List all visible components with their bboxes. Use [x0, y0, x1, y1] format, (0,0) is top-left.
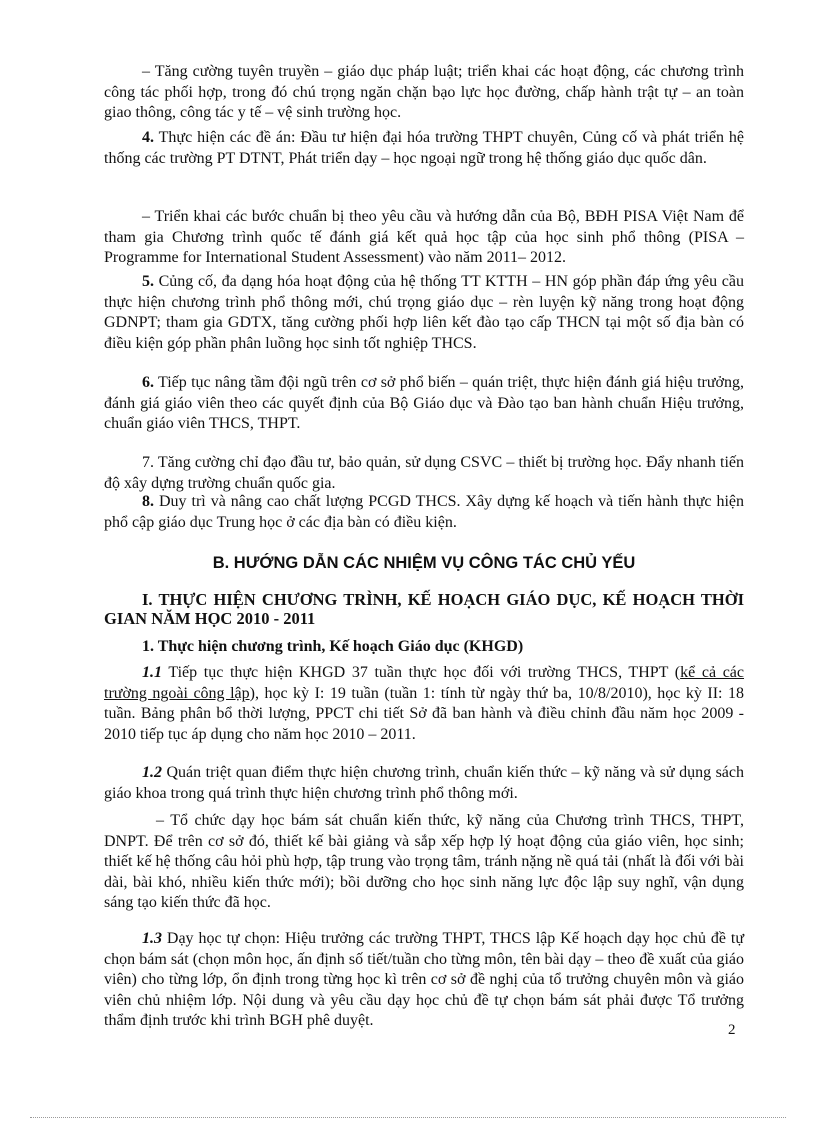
paragraph-item-1-2: 1.2 Quán triệt quan điểm thực hiện chương trình, chuẩn kiến thức – kỹ năng và sử dụng sách giáo khoa trong quá trình thực hiện chương trình phổ thông mới.: [104, 764, 744, 802]
subsection-1-heading: 1. Thực hiện chương trình, Kế hoạch Giáo dục (KHGD): [142, 638, 524, 655]
footer-divider: [30, 1117, 786, 1118]
section-i-heading: I. THỰC HIỆN CHƯƠNG TRÌNH, KẾ HOẠCH GIÁO DỤC, KẾ HOẠCH THỜI GIAN NĂM HỌC 2010 - 2011: [104, 590, 744, 628]
paragraph-item-4: 4. Thực hiện các đề án: Đầu tư hiện đại hóa trường THPT chuyên, Củng cố và phát triển hệ thống các trường PT DTNT, Phát triển dạy – học ngoại ngữ trong hệ thống giáo dục quốc dân.: [104, 129, 744, 167]
section-b-heading: B. HƯỚNG DẪN CÁC NHIỆM VỤ CÔNG TÁC CHỦ YẾU: [212, 554, 636, 572]
paragraph-item-7: 7. Tăng cường chỉ đạo đầu tư, bảo quản, sử dụng CSVC – thiết bị trường học. Đẩy nhanh tiến độ xây dựng trường chuẩn quốc gia.: [104, 454, 744, 492]
paragraph-item-5: 5. Củng cố, đa dạng hóa hoạt động của hệ thống TT KTTH – HN góp phần đáp ứng yêu cầu thực hiện chương trình phổ thông mới, chú trọng giáo dục – rèn luyện kỹ năng trong hoạt động GDNPT; tham gia GDTX, tăng cường phối hợp liên kết đào tạo cấp THCN tại một số địa bàn có điều kiện góp phần phân luồng học sinh tốt nghiệp THCS.: [104, 273, 744, 352]
item-number: 1.3: [142, 930, 162, 947]
paragraph-pisa: – Triển khai các bước chuẩn bị theo yêu cầu và hướng dẫn của Bộ, BĐH PISA Việt Nam để tham gia Chương trình quốc tế đánh giá kết quả học tập của học sinh phổ thông (PISA – Programme for International Student Assessment) vào năm 2011– 2012.: [104, 208, 744, 266]
underlined-note: kể cả các trường ngoài công lập: [104, 664, 745, 702]
paragraph-item-1-3: 1.3 Dạy học tự chọn: Hiệu trưởng các trường THPT, THCS lập Kế hoạch dạy học chủ đề tự chọn bám sát (chọn môn học, ấn định số tiết/tuần cho từng môn, tên bài dạy – theo đề xuất của giáo viên) cho từng lớp, ổn định trong từng học kì trên cơ sở đề nghị của tổ trưởng chuyên môn và giáo viên chủ nhiệm lớp. Nội dung và yêu cầu dạy học chủ đề tự chọn bám sát phải được Tổ trưởng thẩm định trước khi trình BGH phê duyệt.: [104, 930, 744, 1029]
item-number: 4.: [142, 129, 154, 146]
paragraph-teaching-standards: – Tổ chức dạy học bám sát chuẩn kiến thức, kỹ năng của Chương trình THCS, THPT, DNPT. Để trên cơ sở đó, thiết kế bài giảng và sắp xếp hợp lý hoạt động của giáo viên, học sinh; thiết kế hệ thống câu hỏi phù hợp, tập trung vào trọng tâm, tránh nặng nề quá tải (nhất là đối với bài dài, bài khó, nhiều kiến thức mới); bồi dưỡng cho học sinh năng lực độc lập suy nghĩ, vận dụng sáng tạo kiến thức đã học.: [104, 812, 744, 911]
paragraph-item-6: 6. Tiếp tục nâng tầm đội ngũ trên cơ sở phổ biến – quán triệt, thực hiện đánh giá hiệu trưởng, đánh giá giáo viên theo các quyết định của Bộ Giáo dục và Đào tạo ban hành chuẩn Hiệu trưởng, chuẩn giáo viên THCS, THPT.: [104, 374, 744, 432]
paragraph-law-education: – Tăng cường tuyên truyền – giáo dục pháp luật; triển khai các hoạt động, các chương trình công tác phối hợp, trong đó chú trọng ngăn chặn bạo lực học đường, chấp hành trật tự – an toàn giao thông, công tác y tế – vệ sinh trường học.: [104, 63, 744, 121]
item-number: 1.2: [142, 764, 162, 781]
item-number: 5.: [142, 273, 154, 290]
paragraph-item-1-1: 1.1 Tiếp tục thực hiện KHGD 37 tuần thực học đối với trường THCS, THPT (kể cả các trường ngoài công lập), học kỳ I: 19 tuần (tuần 1: tính từ ngày thứ ba, 10/8/2010), học kỳ II: 18 tuần. Bảng phân bổ thời lượng, PPCT chi tiết Sở đã ban hành và điều chỉnh đầu năm học 2009 - 2010 tiếp tục áp dụng cho năm học 2010 – 2011.: [104, 664, 745, 743]
page-number: 2: [728, 1022, 736, 1038]
item-number: 6.: [142, 374, 154, 391]
item-number: 8.: [142, 493, 154, 510]
paragraph-item-8: 8. Duy trì và nâng cao chất lượng PCGD THCS. Xây dựng kế hoạch và tiến hành thực hiện phổ cập giáo dục Trung học ở các địa bàn có điều kiện.: [104, 493, 744, 531]
item-number: 1.1: [142, 664, 162, 681]
